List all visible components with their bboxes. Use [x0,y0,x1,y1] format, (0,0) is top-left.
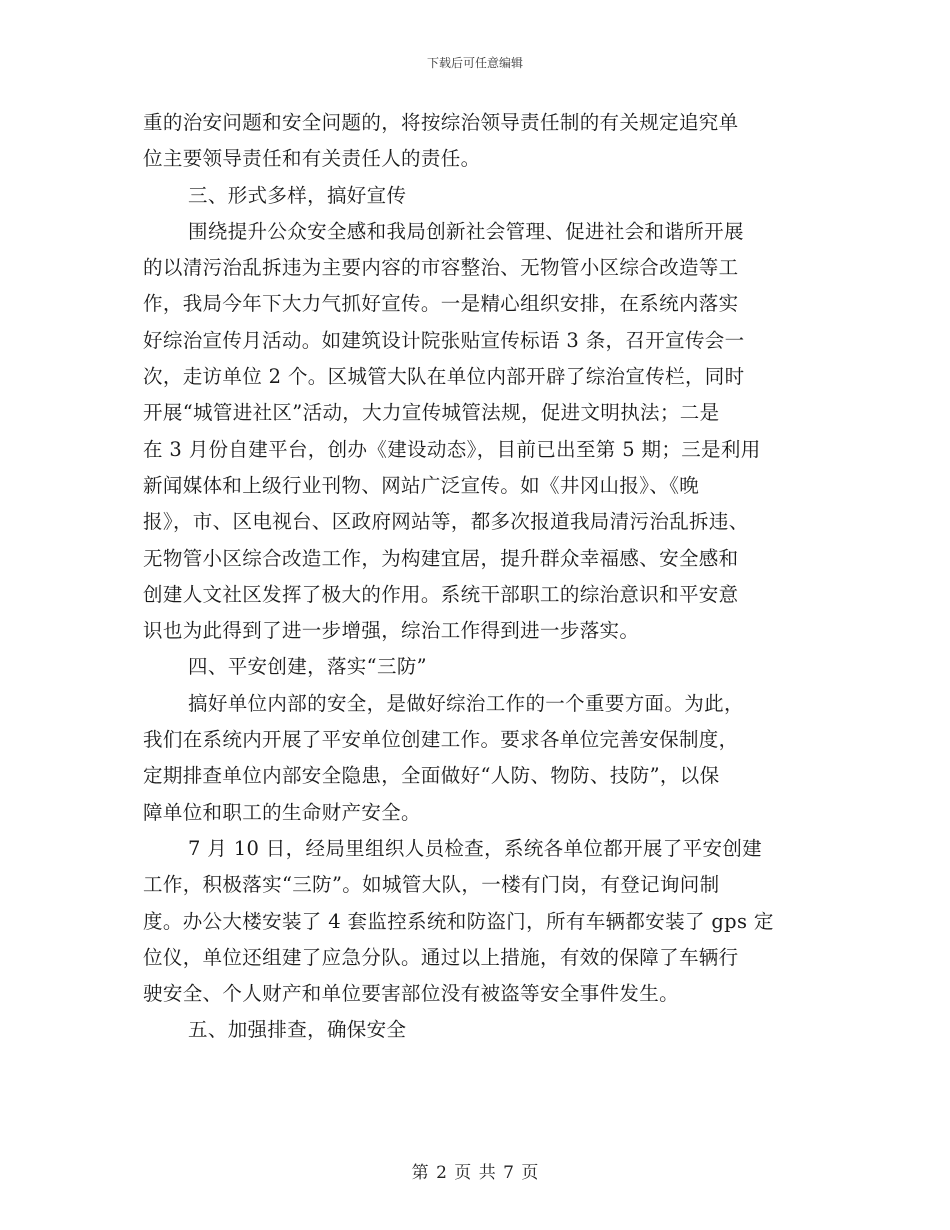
page-footer: 第 2 页 共 7 页 [411,1163,539,1183]
text-line: 五、加强排查，确保安全 [188,1018,407,1042]
text-line: 好综治宣传月活动。如建筑设计院张贴宣传标语 3 条，召开宣传会一 [143,328,745,352]
text-line: 搞好单位内部的安全，是做好综治工作的一个重要方面。为此， [188,691,744,715]
text-line: 次，走访单位 2 个。区城管大队在单位内部开辟了综治宣传栏，同时 [143,365,745,389]
text-line: 定期排查单位内部安全隐患，全面做好“人防、物防、技防”，以保 [143,764,720,788]
text-line: 创建人文社区发挥了极大的作用。系统干部职工的综治意识和平安意 [143,582,739,606]
text-line: 识也为此得到了进一步增强，综治工作得到进一步落实。 [143,619,640,643]
text-line: 作，我局今年下大力气抓好宣传。一是精心组织安排，在系统内落实 [143,292,739,316]
text-line: 无物管小区综合改造工作，为构建宜居，提升群众幸福感、安全感和 [143,546,739,570]
text-line: 的以清污治乱拆违为主要内容的市容整治、无物管小区综合改造等工 [143,256,739,280]
document-body [143,105,808,1049]
text-line: 位仪，单位还组建了应急分队。通过以上措施，有效的保障了车辆行 [143,945,739,969]
text-line: 工作，积极落实“三防”。如城管大队，一楼有门岗，有登记询问制 [143,873,720,897]
text-line: 我们在系统内开展了平安单位创建工作。要求各单位完善安保制度， [143,728,739,752]
text-line: 围绕提升公众安全感和我局创新社会管理、促进社会和谐所开展 [188,219,744,243]
text-line: 在 3 月份自建平台，创办《建设动态》，目前已出至第 5 期；三是利用 [143,437,761,461]
text-line: 四、平安创建，落实“三防” [188,655,427,679]
text-line: 新闻媒体和上级行业刊物、网站广泛宣传。如《井冈山报》、《晚 [143,473,700,497]
text-line: 障单位和职工的生命财产安全。 [143,800,421,824]
text-line: 驶安全、个人财产和单位要害部位没有被盗等安全事件发生。 [143,982,679,1006]
text-line: 报》，市、区电视台、区政府网站等，都多次报道我局清污治乱拆违、 [143,510,749,534]
text-line: 度。办公大楼安装了 4 套监控系统和防盗门，所有车辆都安装了 gps 定 [143,909,774,933]
text-line: 位主要领导责任和有关责任人的责任。 [143,147,481,171]
text-line: 重的治安问题和安全问题的，将按综治领导责任制的有关规定追究单 [143,111,739,134]
text-line: 7 月 10 日，经局里组织人员检查，系统各单位都开展了平安创建 [188,836,763,860]
text-line: 三、形式多样，搞好宣传 [188,183,407,207]
text-line: 开展“城管进社区”活动，大力宣传城管法规，促进文明执法；二是 [143,401,720,425]
header-note: 下载后可任意编辑 [426,56,523,70]
